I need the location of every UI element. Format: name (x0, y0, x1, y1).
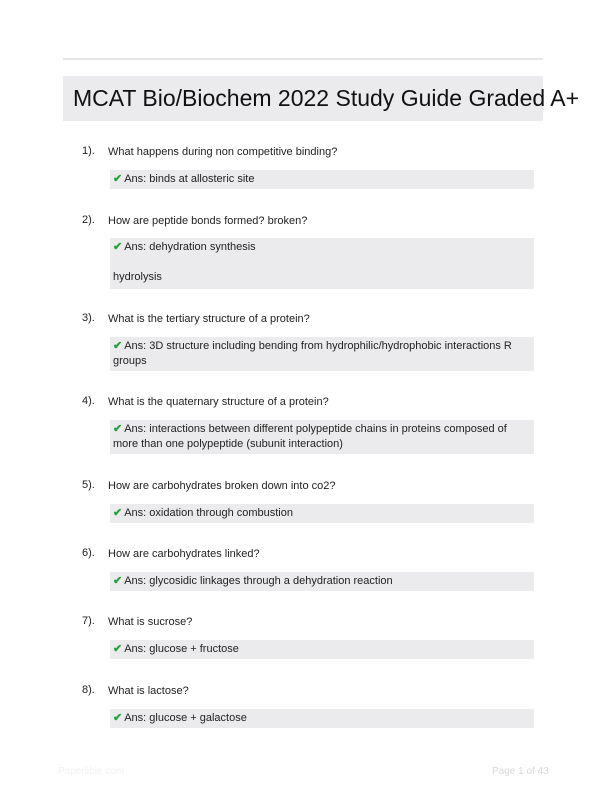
question-text: What happens during non competitive binding? (108, 146, 338, 158)
question-text: What is the quaternary structure of a protein? (108, 396, 329, 408)
question-text: What is lactose? (108, 685, 189, 697)
checkmark-icon: ✔ (113, 241, 123, 253)
answer-text: Ans: binds at allosteric site (124, 173, 255, 185)
watermark: Paperlible.com (58, 766, 125, 777)
question-text: What is the tertiary structure of a protein? (108, 313, 310, 325)
checkmark-icon: ✔ (113, 173, 123, 185)
answer-text: Ans: dehydration synthesis (124, 241, 256, 253)
title-banner (63, 76, 580, 121)
question-number: 3). (82, 312, 95, 324)
answer-box (110, 640, 534, 659)
document-title: MCAT Bio/Biochem 2022 Study Guide Graded A+ (73, 85, 580, 111)
answer-box (110, 170, 534, 189)
answer-text: Ans: glucose + fructose (124, 643, 239, 655)
question-text: How are carbohydrates broken down into co2? (108, 480, 336, 492)
checkmark-icon: ✔ (113, 423, 123, 435)
checkmark-icon: ✔ (113, 340, 123, 352)
page-number: Page 1 of 43 (492, 766, 549, 777)
question-number: 7). (82, 615, 95, 627)
answer-text: Ans: 3D structure including bending from hydrophilic/hydrophobic interactions R groups (113, 340, 512, 367)
answer-text: Ans: oxidation through combustion (124, 507, 293, 519)
answer-box (110, 572, 534, 591)
answer-box (110, 337, 534, 371)
answer-text: Ans: interactions between different polypeptide chains in proteins composed of more than one polypeptide (subunit interaction) (113, 423, 507, 450)
question-number: 8). (82, 684, 95, 696)
question-number: 5). (82, 479, 95, 491)
checkmark-icon: ✔ (113, 712, 123, 724)
answer-box (110, 504, 534, 523)
question-number: 4). (82, 395, 95, 407)
question-text: How are peptide bonds formed? broken? (108, 215, 308, 227)
answer-box (110, 420, 534, 454)
question-number: 1). (82, 145, 95, 157)
answer-text: Ans: glucose + galactose (124, 712, 247, 724)
top-divider (63, 58, 543, 60)
question-text: How are carbohydrates linked? (108, 548, 260, 560)
checkmark-icon: ✔ (113, 575, 123, 587)
question-text: What is sucrose? (108, 616, 193, 628)
checkmark-icon: ✔ (113, 643, 123, 655)
question-number: 2). (82, 214, 95, 226)
checkmark-icon: ✔ (113, 507, 123, 519)
answer-extra-text: hydrolysis (113, 271, 162, 283)
answer-box (110, 238, 534, 289)
answer-text: Ans: glycosidic linkages through a dehydration reaction (124, 575, 393, 587)
question-number: 6). (82, 547, 95, 559)
answer-box (110, 709, 534, 728)
